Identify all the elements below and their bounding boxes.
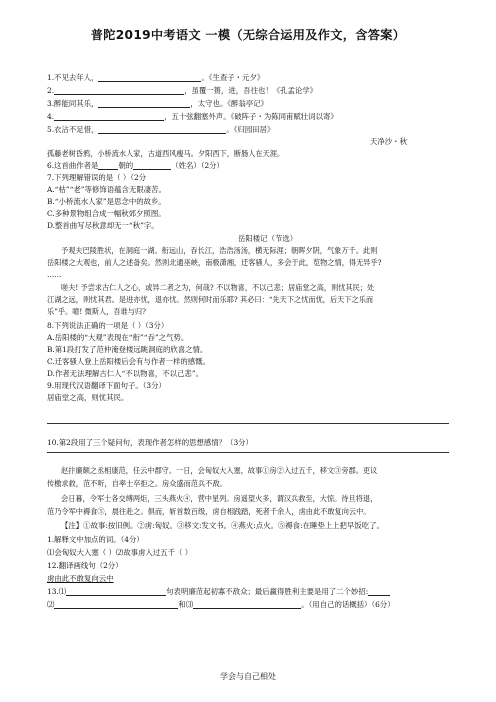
question-6-end: （姓名）（2分） [171,161,224,170]
question-8-option-d: D.作者无法理解古仁人“不以物喜，不以己悲”。 [47,369,203,378]
answer-blank[interactable] [54,600,178,609]
answer-blank[interactable] [98,99,190,108]
answer-blank[interactable] [54,112,164,121]
question-12-sentence: 虏由此不敢复向云中 [47,574,114,583]
question-3-source: ，太守也。《醉翁亭记》 [190,99,269,108]
question-4 [47,112,338,121]
passage-line: …… [47,270,62,279]
passage-line: 予观夫巴陵胜状，在洞庭一湖。衔远山，吞长江，浩浩汤汤，横无际涯；朝晖夕阴，气象万千。此则 [61,246,378,255]
passage-line: 会日暮，令军士各交缚两炬，三头燕火④，营中星列。房遥望火多，谓汉兵救至，大惊。待旦将退， [61,494,378,503]
question-7-option-d: D.整首曲写尽秋意却无一“秋”字。 [47,221,159,230]
answer-line[interactable] [47,452,449,453]
page-footer: 学会与自己相处 [220,672,276,681]
answer-blank[interactable] [54,86,184,95]
page-title: 普陀2019中考语文 一模（无综合运用及作文，含答案） [90,28,406,42]
passage-line: 岳阳楼之大观也，前人之述备矣。然则北通巫峡，南极潇湘，迁客骚人，多会于此，览物之情，得无异乎? [47,258,382,267]
question-2 [47,86,317,95]
question-8: 8.下列说法正确的一项是（ ）（3分） [47,321,169,330]
question-6-mid: 朝的 [118,161,134,170]
question-13-line-2 [47,600,395,609]
question-7: 7.下列理解错误的是（ ）（2分 [47,173,147,182]
poem-title: 天净沙・秋 [370,137,407,146]
question-5-source: 。《归园田居》 [226,125,275,134]
question-4-source: ，五十弦翻塞外声。《破阵子・为陈同甫赋壮词以寄》 [164,112,338,121]
question-10: 10.第2段用了三个疑问句，表现作者怎样的思想感情？（3分） [47,438,253,447]
question-8-option-c: C.迁客骚人登上岳阳楼后会有与作者一样的感慨。 [47,357,210,366]
question-1-text: 1.不见去年人， [47,73,99,82]
question-7-option-c: C.多种景物组合成一幅秋郊夕照图。 [47,209,166,218]
question-8-option-b: B.第1段打发了范仲淹登楼远眺洞庭的欣喜之情。 [47,345,208,354]
answer-blank[interactable] [98,125,226,134]
question-7-option-a: A.“枯”“老”等修饰语蕴含无限凄苦。 [47,185,166,194]
question-13-text: 句表明廉范起初寡不敌众；最后赢得胜利主要是用了二个妙招: [166,587,369,596]
answer-blank[interactable] [368,587,390,596]
question-13-part-2: ⑵ [47,600,55,609]
answer-blank[interactable] [66,587,166,596]
question-4-number: 4. [47,112,55,121]
passage-line: 江湖之远，则忧其君。是进亦忧，退亦忧。然则何时而乐耶? 其必曰：“先天下之忧而忧，后天下之乐而 [47,295,374,304]
question-11-items: ⑴会匈奴大入塞（ ）⑵故事虏入过五千（ ） [47,548,193,557]
question-2-source: ，虽覆一篑，进，吾往也！《孔孟论学》 [184,86,318,95]
question-13-number: 13.⑴ [47,587,67,596]
answer-line[interactable] [47,423,449,424]
question-9-sentence: 居庙堂之高，则忧其民。 [47,393,129,402]
passage-line: 乐”乎。噫! 微斯人，吾谁与归? [47,307,146,316]
question-12: 12.翻译画线句（2分） [47,561,123,570]
question-6 [47,161,224,170]
question-13 [47,587,390,596]
passage-title: 岳阳楼记（节选） [238,234,298,243]
answer-blank[interactable] [98,73,201,82]
question-2-number: 2. [47,86,55,95]
poem-text: 孤藤老树昏鸦，小桥流水人家，古道西风瘦马。夕阳西下，断肠人在天涯。 [47,149,285,158]
question-5-text: 5.衣沾不足惜， [47,125,99,134]
question-3-text: 3.醉能同其乐， [47,99,99,108]
passage-line: 嗟夫! 予尝求古仁人之心，或异二者之为，何哉? 不以物喜，不以己悲；居庙堂之高，则忧其民；处 [61,283,375,292]
passage-line: 传檄求救，范不听，自率士卒拒之。房众盛而范兵不敌。 [47,479,227,488]
question-5 [47,125,274,134]
question-1-source: 。《生查子・元夕》 [201,73,265,82]
question-7-option-b: B.“小桥流水人家”是思念中的故乡。 [47,197,166,206]
answer-blank[interactable] [98,161,118,170]
question-11: 1.解释文中加点的词。（4分） [47,535,144,544]
question-9: 9.用现代汉语翻译下面句子。（3分） [47,381,166,390]
question-8-option-a: A.岳阳楼的“大观”表现在“衔”“吞”之气势。 [47,333,189,342]
passage-line: 范乃令军中褥食⑤，晨往赴之。俱而，斩首数百级，虏自相践踏，死者千余人，虏由此不敢复向云中。 [47,507,371,516]
question-3 [47,99,268,108]
passage-line: 赵抃廉颇之丞相康范，任云中郡守。一日，会匈奴大入塞，故事①房②入过五千，移文③旁郡。吏议 [61,466,378,475]
answer-blank[interactable] [133,161,171,170]
answer-blank[interactable] [193,600,301,609]
passage-note: 【注】①故事:按旧例。②虏:匈奴。③移文:发文书。④燕火:点火。⑤褥食:在睡垫上上把早饭吃了。 [61,521,384,530]
question-13-and: 和⑶ [178,600,194,609]
question-1 [47,73,264,82]
question-6-text: 6.这首曲作者是 [47,161,99,170]
question-13-end: 。（用自己的话概括）（6分） [301,600,395,609]
